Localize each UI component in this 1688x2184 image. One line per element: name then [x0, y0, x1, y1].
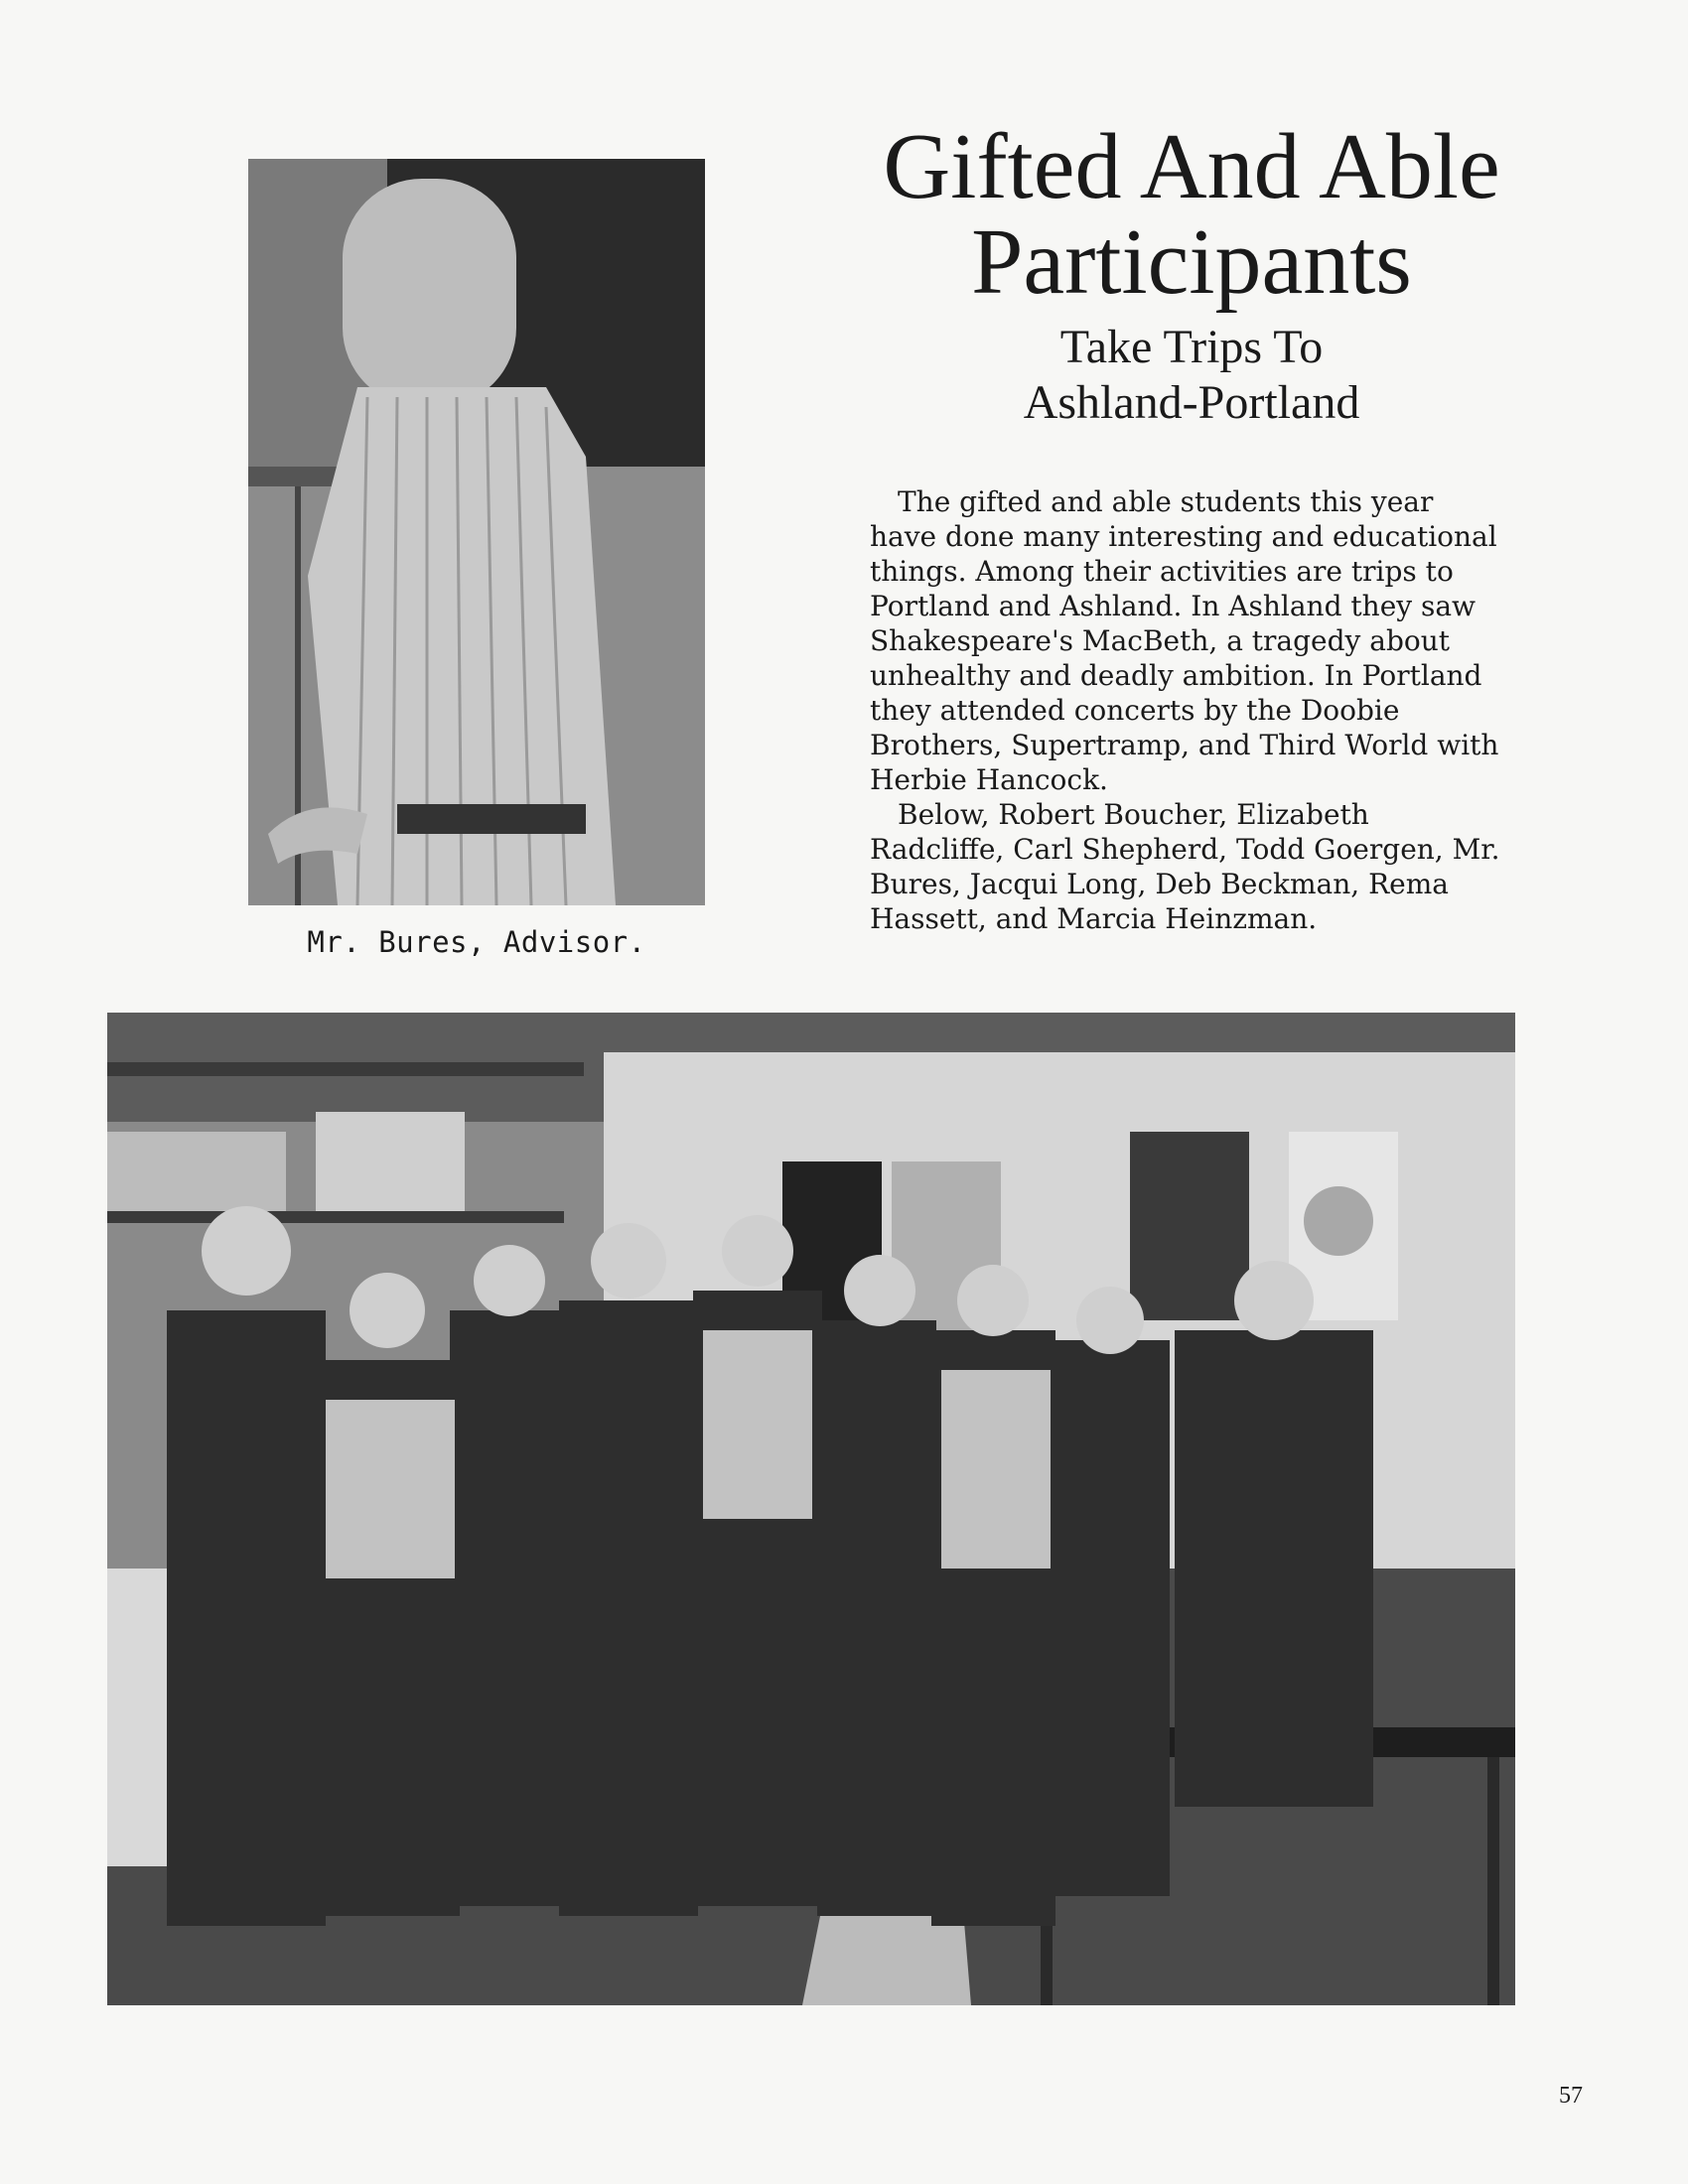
advisor-caption: Mr. Bures, Advisor.: [307, 925, 646, 959]
article-paragraph-1: The gifted and able students this year have done many interesting and educational things. Among their activities are trips to Portland and Ashland. In Ashland they saw Shakespeare's MacBeth, a tragedy about unhealthy and deadly ambition. In Portland they attended concerts by the Doobie Brothers, Supertramp, and Third World with Herbie Hancock.: [870, 485, 1499, 796]
page-title-line1: Gifted And Able: [883, 115, 1500, 218]
group-photo-graphic: [107, 1013, 1515, 2005]
page-number: 57: [1559, 2083, 1583, 2109]
article-paragraph-2: Below, Robert Boucher, Elizabeth Radcliffe, Carl Shepherd, Todd Goergen, Mr. Bures, Jacqui Long, Deb Beckman, Rema Hassett, and Marcia Heinzman.: [870, 798, 1500, 935]
article-body: [870, 484, 1505, 936]
page-subtitle: [834, 320, 1549, 431]
page-title-line2: Participants: [971, 210, 1412, 314]
page-subtitle-line1: Take Trips To: [1059, 321, 1324, 373]
advisor-photo: [248, 159, 705, 905]
page-title: [834, 115, 1549, 314]
group-photo: [107, 1013, 1515, 2005]
page-subtitle-line2: Ashland-Portland: [1023, 376, 1360, 429]
advisor-photo-graphic: [248, 159, 705, 905]
